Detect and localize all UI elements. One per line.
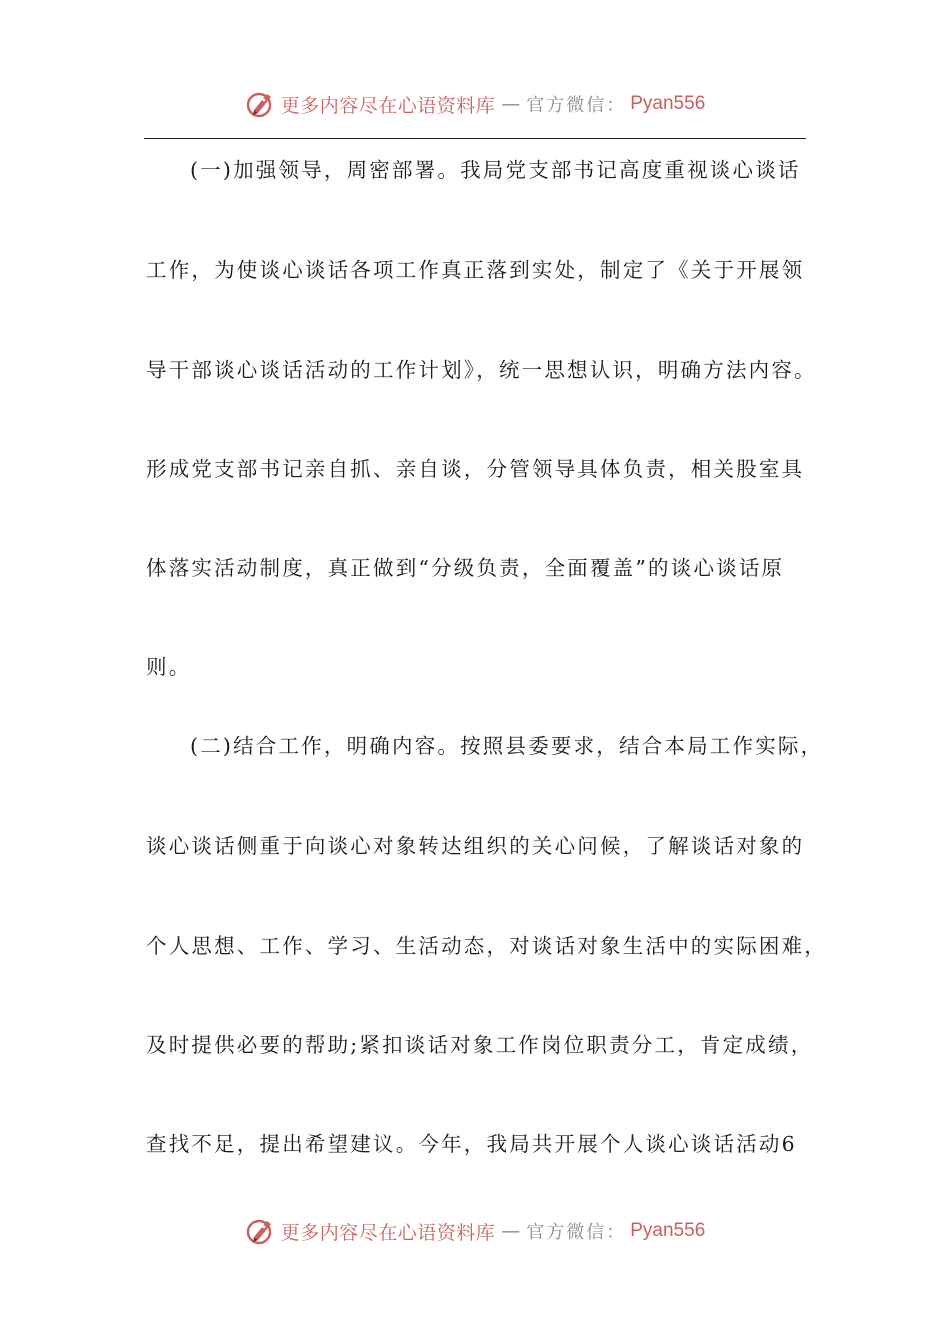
header-wechat-label: 官方微信： xyxy=(526,95,627,116)
footer-wechat-id: Pyan556 xyxy=(630,1220,706,1241)
paragraph-line: 体落实活动制度，真正做到“分级负责，全面覆盖”的谈心谈话原 xyxy=(146,556,785,580)
paragraph-line: (二)结合工作，明确内容。按照县委要求，结合本局工作实际， xyxy=(190,734,824,758)
footer-dash: — xyxy=(501,1220,521,1242)
paragraph-line: 导干部谈心谈话活动的工作计划》，统一思想认识，明确方法内容。 xyxy=(146,358,817,382)
header-banner xyxy=(0,84,950,124)
footer-brand-text: 更多内容尽在心语资料库 xyxy=(280,1221,496,1244)
pen-nib-circle-icon xyxy=(245,88,277,120)
paragraph-line: 个人思想、工作、学习、生活动态，对谈话对象生活中的实际困难， xyxy=(146,934,827,958)
paragraph-line: 形成党支部书记亲自抓、亲自谈，分管领导具体负责，相关股室具 xyxy=(146,457,805,481)
paragraph-line: (一)加强领导，周密部署。我局党支部书记高度重视谈心谈话 xyxy=(190,158,801,182)
pen-nib-circle-icon xyxy=(245,1215,277,1247)
header-divider xyxy=(144,138,806,139)
header-wechat-id: Pyan556 xyxy=(630,93,706,114)
paragraph-line: 则。 xyxy=(146,655,192,679)
header-brand-text: 更多内容尽在心语资料库 xyxy=(280,94,496,117)
footer-wechat-label: 官方微信： xyxy=(526,1222,627,1243)
paragraph-line: 工作，为使谈心谈话各项工作真正落到实处，制定了《关于开展领 xyxy=(146,258,805,282)
paragraph-line: 及时提供必要的帮助;紧扣谈话对象工作岗位职责分工，肯定成绩， xyxy=(146,1033,814,1057)
header-dash: — xyxy=(501,93,521,115)
paragraph-line: 查找不足，提出希望建议。今年，我局共开展个人谈心谈话活动6 xyxy=(146,1132,797,1156)
footer-banner xyxy=(0,1211,950,1251)
paragraph-line: 谈心谈话侧重于向谈心对象转达组织的关心问候，了解谈话对象的 xyxy=(146,834,805,858)
